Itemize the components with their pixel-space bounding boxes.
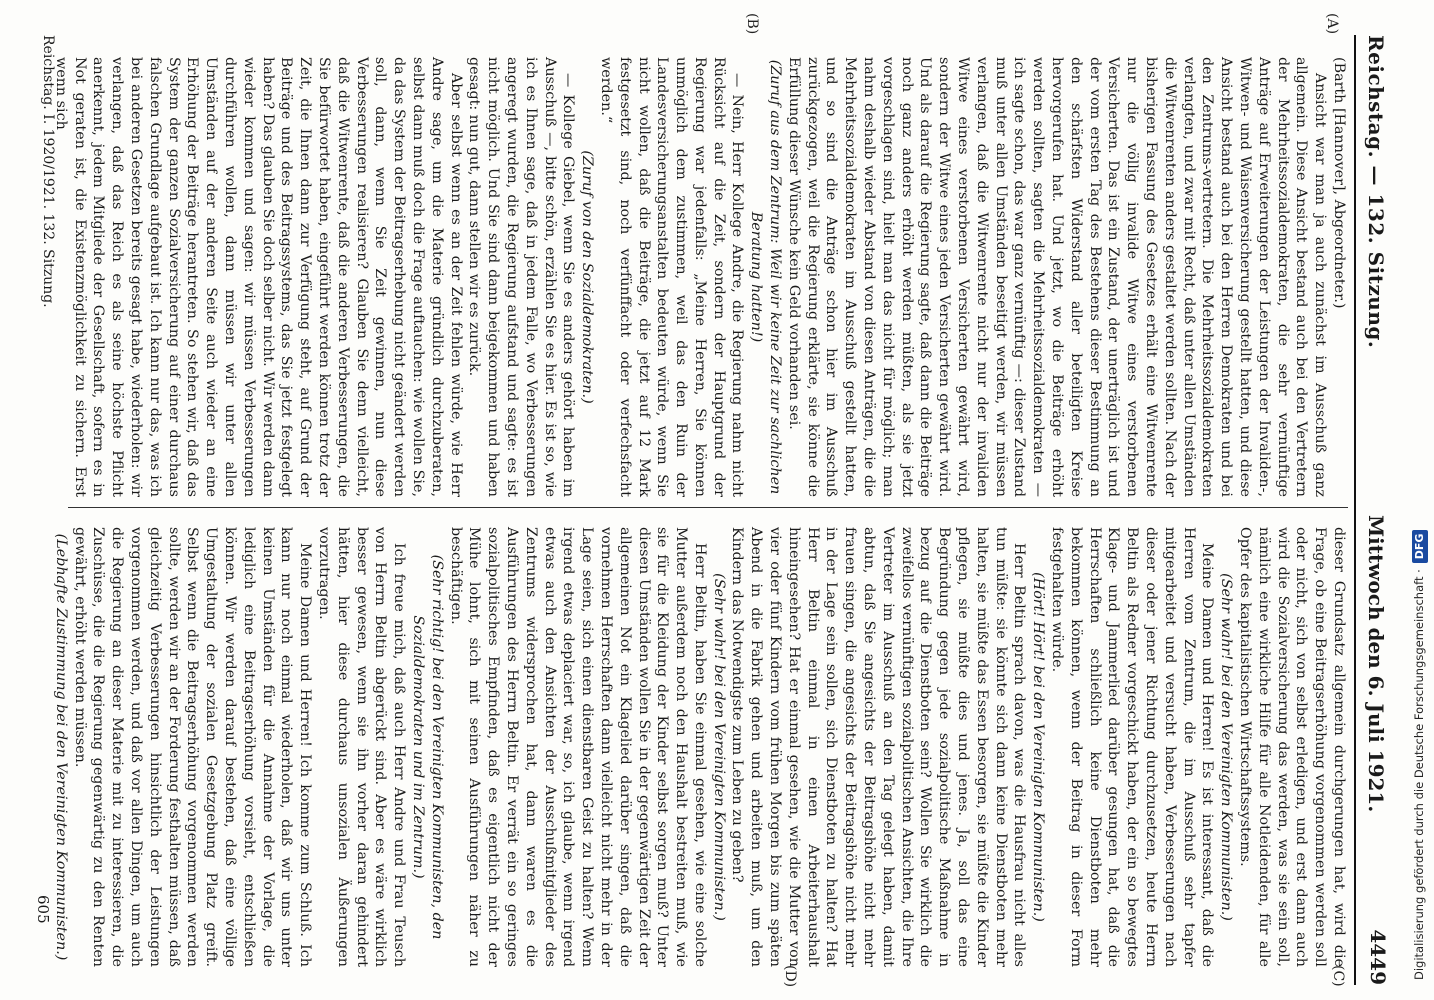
paragraph: — Kollege Giebel, wenn Sie es anders gehört haben im Ausschuß —, bitte schön, erzählen Sie es hier. Es ist so, wie ich es Ihnen sage, daß in jedem Falle, wo Verbesserungen angeregt wurden, die Regierung aufstand und sagte: es ist nicht möglich. Und Sie sind dann beigekommen und haben gesagt: nun gut, dann stellen wir es zurück. (466, 57, 577, 497)
page-footer (22, 35, 62, 985)
speaker-line: (Barth [Hannover], Abgeordneter.) (1331, 57, 1347, 309)
paragraph: Meine Damen und Herren! Es ist interessant, daß die Herren vom Zentrum, die im Ausschuß sehr tapfer mitgearbeitet und versucht haben, Verbesserungen nach dieser oder jener Richtung durchzusetzen, heute Herrn Beltin als Redner vorgeschickt haben, der ein so bewegtes Klage- und Jammerlied darüber gesungen hat, daß die Herrschaften schließlich keine Dienstboten mehr bekommen können, wenn der Beitrag in dieser Form festgehalten würde. (1049, 527, 1216, 967)
running-header (1354, 35, 1398, 985)
interjection: (Hört! Hört! bei den Vereinigten Kommunisten.) (1030, 572, 1047, 922)
page-number: 4449 (1366, 929, 1390, 985)
sheet-number: 605 (34, 895, 52, 924)
right-column (52, 527, 1348, 967)
margin-marker-b: (B) (744, 13, 760, 35)
header-date: Mittwoch den 6. Juli 1921. (1364, 515, 1388, 813)
interjection: (Sehr richtig! bei den Vereinigten Kommunisten, den Sozialdemokraten und im Zentrum.) (409, 554, 445, 940)
stamp-text: Digitalisierung gefördert durch die Deutsche Forschungsgemeinschaft · (1412, 569, 1426, 980)
paragraph: Aber selbst wenn es an der Zeit fehlen würde, wie Herr Andre sage, um die Materie gründlich durchzuberaten, selbst dann muß doch die Frage auftauchen: wie wollen Sie, da das System der Beitragserhebung nicht geändert werden soll, dann, wenn Sie Zeit gewinnen, nun diese Verbesserungen realisieren? Glauben Sie denn vielleicht, daß die Witwenrente, daß die anderen Verbesserungen, die Sie befürwortet haben, eingeführt werden können trotz der Zeit, die Ihnen dann zur Verfügung steht, auf Grund der Beiträge und des Beitragssystems, das Sie jetzt festgelegt haben? Das glauben Sie doch selber nicht. Wir werden dann wieder kommen und sagen: wir müssen Verbesserungen durchführen wollen, dann müssen wir unter allen Umständen auf der anderen Seite auch wieder an eine Erhöhung der Beiträge herantreten. So stehen wir, daß das System der ganzen Sozialversicherung auf einer durchaus falschen Grundlage aufgebaut ist. Ich kann nur das, was ich bei anderen Gesetzen bereits gesagt habe, wiederholen: wir verlangen, daß das Reich es als seine höchste Pflicht anerkennt, jedem Mitgliede der Gesellschaft, sofern es in Not geraten ist, die Existenzmöglichkeit zu sichern. Erst wenn sich (52, 57, 464, 497)
margin-marker-c: (C) (1330, 965, 1346, 987)
margin-marker-a: (A) (1324, 13, 1340, 35)
footer-reference: Reichstag. I. 1920/1921. 132. Sitzung. (40, 35, 56, 308)
paragraph: Meine Damen und Herren! Ich komme zum Schluß. Ich kann nur noch einmal wiederholen, daß wir uns unter keinen Umständen für die Annahme der Vorlage, die lediglich eine Beitragserhöhung vorsieht, entschließen können. Wir werden darauf bestehen, daß eine völlige Umgestaltung der sozialen Gesetzgebung Platz greift. Selbst wenn die Beitragserhöhung vorgenommen werden sollte, werden wir an der Forderung festhalten müssen, daß gleichzeitig Verbesserungen hinsichtlich der Leistungen vorgenommen werden, und daß vor allen Dingen, um auch die Regierung an dieser Materie mit zu interessieren, die Zuschüsse, die die Regierung gegenwärtig zu den Renten gewährt, erhöht werden müssen. (71, 527, 314, 967)
header-left: Reichstag. — 132. Sitzung. (1364, 35, 1388, 349)
paragraph: — Nein, Herr Kollege Andre, die Regierung nahm nicht Rücksicht auf die Zeit, sondern der Hauptgrund der Regierung war jedenfalls: „Meine Herren, Sie können unmöglich dem zustimmen, weil das den Ruin der Landesversicherungsanstalten bedeuten würde, wenn Sie nicht wollen, daß die Beiträge, die jetzt auf 12 Mark festgesetzt sind, noch verfünffacht oder verfechsfacht werden.“ (597, 57, 746, 497)
margin-marker-d: (D) (782, 965, 798, 988)
digitization-stamp (1408, 8, 1430, 992)
paragraph: Ansicht war man ja auch zunächst im Ausschuß ganz allgemein. Diese Ansicht bestand auch bei den Vertretern der Mehrheitssozialdemokraten, die sehr vernünftige Anträge auf Erweiterungen der Leistungen der Invaliden-, Witwen- und Waisenversicherung gestellt hatten, und diese Ansicht bestand auch bei den Herren Demokraten und bei den Zentrums-vertretern. Die Mehrheitssozialdemokraten verlangten, und zwar mit Recht, daß unter allen Umständen die Witwenrenten anders gestaltet werden sollten. Nach der bisherigen Fassung des Gesetzes erhält eine Witwenrente nur die völlig invalide Witwe eines verstorbenen Versicherten. Das ist ein Zustand, der unerträglich ist und der vom ersten Tag des Bestehens dieser Bestimmung an den schärfsten Widerstand aller beteiligten Kreise hervorgerufen hat. Und jetzt, wo die Beiträge erhöht werden sollten, sagten die Mehrheitssozialdemokraten — ich sagte schon, das war ganz vernünftig —: dieser Zustand muß unter allen Umständen beseitigt werden, wir müssen verlangen, daß die Witwenrente nicht nur der invaliden Witwe eines verstorbenen Versicherten gewährt wird, sondern der Witwe eines jeden Versicherten gewährt wird. Und als darauf die Regierung sagte, daß dann die Beiträge noch ganz anders erhöht werden müßten, als sie jetzt vorgeschlagen sind, hielt man das nicht für möglich; man nahm deshalb wieder Abstand von diesen Anträgen, die die Mehrheitssozialdemokraten im Ausschuß gestellt hatten, und so sind die Anträge schon hier im Ausschuß zurückgezogen, weil die Regierung erklärte, sie könne die Erfüllung dieser Wünsche kein Geld vorhanden sei. (785, 57, 1329, 497)
paragraph: Herr Beltin, haben Sie einmal gesehen, wie eine solche Mutter außerdem noch den Haushalt bestreiten muß, wie sie für die Kleidung der Kinder selbst sorgen muß? Unter diesen Umständen wollen Sie in der gegenwärtigen Zeit der allgemeinen Not ein Klagelied darüber singen, daß die vornehmen Herrschaften dann vielleicht nicht mehr in der Lage seien, sich einen dienstbaren Geist zu halten? Wenn irgend etwas deplaciert war, so, ich glaube, wenn irgend etwas auch den Ansichten der Ausschußmitglieder des Zentrums widersprochen hat, dann waren es die Ausführungen des Herrn Beltin. Er verrät ein so geringes sozialpolitisches Empfinden, daß es eigentlich nicht der Mühe lohnt, sich mit seinen Ausführungen näher zu beschäftigen. (447, 527, 708, 967)
interjection: (Sehr wahr! bei den Vereinigten Kommunisten.) (1218, 573, 1235, 921)
dfg-logo: DFG (1412, 530, 1428, 564)
interjection: (Zuruf von den Sozialdemokraten.) (579, 150, 596, 404)
column-divider (68, 507, 1348, 508)
left-column (52, 57, 1348, 497)
paragraph: dieser Grundsatz allgemein durchgerungen hat, wird die Frage, ob eine Beitragserhöhung vorgenommen werden soll oder nicht, sich von selbst erledigen, und erst dann auch wird die Sozialversicherung das werden, was sie sein soll, nämlich eine wirkliche Hilfe für alle Notleidenden, für alle Opfer des kapitalistischen Wirtschaftssystems. (1237, 527, 1347, 967)
stamp-text-wrap (1408, 0, 1430, 992)
interjection: (Lebhafte Zustimmung bei den Vereinigten Kommunisten.) (52, 533, 69, 961)
interjection: (Sehr wahr! bei den Vereinigten Kommunisten.) (710, 573, 727, 921)
paragraph: Herr Beltin sprach davon, was die Hausfrau nicht alles tun müßte: sie könnte sich dann keine Dienstboten mehr halten, sie müßte das Essen besorgen, sie müßte die Kinder pflegen, sie müßte dies und jenes. Ja, soll das eine Begründung gegen jede sozialpolitische Maßnahme in bezug auf die Dienstboten sein? Wollen Sie wirklich die zweifellos vernünftigen sozialpolitischen Ansichten, die Ihre Vertreter im Ausschuß an den Tag gelegt haben, damit abtun, daß Sie angesichts der Beitragshöhe nicht mehr frauen singen, die angesichts der Beitragshöhe nicht mehr in der Lage sein sollen, sich Dienstboten zu halten? Hat Herr Beltin einmal in einen Arbeiterhaushalt hineingesehen? Hat er einmal gesehen, wie die Mutter von vier oder fünf Kindern vom frühen Morgen bis zum späten Abend in die Fabrik gehen und arbeiten muß, um den Kindern das Notwendigste zum Leben zu geben? (729, 527, 1028, 967)
interjection: (Zuruf aus dem Zentrum: Weil wir keine Zeit zur sachlichen Beratung hatten!) (748, 59, 784, 495)
paragraph: Ich freue mich, daß auch Herr Andre und Frau Teusch von Herrn Beltin abgerückt sind. Aber es wäre wirklich besser gewesen, wenn sie ihn vorher daran gehindert hätten, hier diese durchaus unsozialen Äußerungen vorzutragen. (315, 527, 408, 967)
document-page (3, 13, 1398, 988)
